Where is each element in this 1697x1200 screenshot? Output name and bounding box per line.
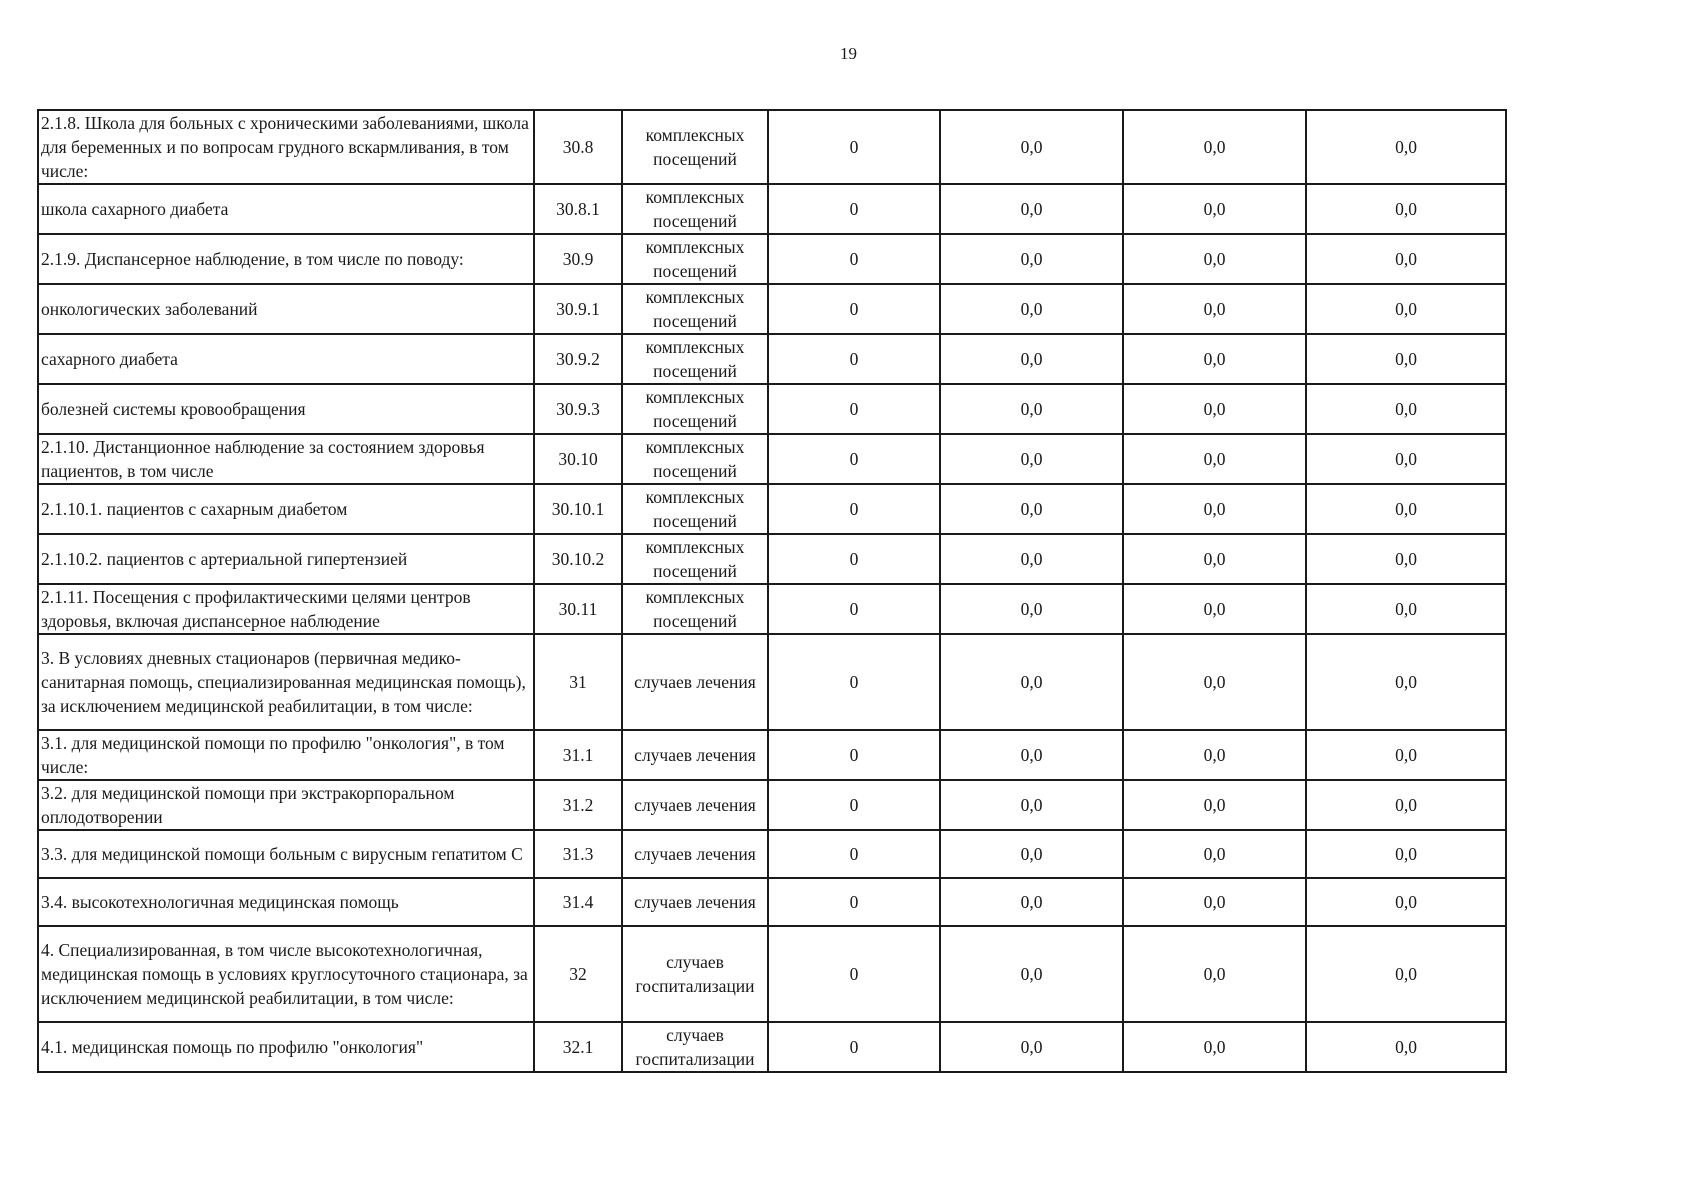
table-row — [38, 878, 1506, 926]
row-code: 30.10.2 — [534, 534, 622, 584]
row-value-4: 0,0 — [1306, 110, 1506, 184]
row-value-1: 0 — [768, 534, 940, 584]
row-value-2: 0,0 — [940, 1022, 1123, 1072]
row-value-1: 0 — [768, 730, 940, 780]
row-unit: комплексных посещений — [622, 484, 768, 534]
row-value-2: 0,0 — [940, 584, 1123, 634]
table-row — [38, 534, 1506, 584]
row-value-4: 0,0 — [1306, 1022, 1506, 1072]
row-unit: комплексных посещений — [622, 334, 768, 384]
row-value-1: 0 — [768, 234, 940, 284]
row-unit: случаев лечения — [622, 878, 768, 926]
row-unit: случаев лечения — [622, 830, 768, 878]
row-value-3: 0,0 — [1123, 534, 1306, 584]
row-unit: комплексных посещений — [622, 384, 768, 434]
row-code: 30.10 — [534, 434, 622, 484]
row-value-1: 0 — [768, 878, 940, 926]
row-value-1: 0 — [768, 484, 940, 534]
row-value-1: 0 — [768, 634, 940, 730]
row-name: онкологических заболеваний — [38, 284, 534, 334]
row-unit: случаев госпитализации — [622, 926, 768, 1022]
row-code: 30.9.2 — [534, 334, 622, 384]
row-name: 4.1. медицинская помощь по профилю "онкология" — [38, 1022, 534, 1072]
row-value-3: 0,0 — [1123, 584, 1306, 634]
row-value-2: 0,0 — [940, 534, 1123, 584]
row-value-4: 0,0 — [1306, 780, 1506, 830]
row-value-4: 0,0 — [1306, 434, 1506, 484]
row-code: 30.9.1 — [534, 284, 622, 334]
row-unit: комплексных посещений — [622, 184, 768, 234]
row-unit: случаев госпитализации — [622, 1022, 768, 1072]
row-code: 31 — [534, 634, 622, 730]
row-code: 30.8.1 — [534, 184, 622, 234]
row-value-1: 0 — [768, 434, 940, 484]
row-code: 30.9.3 — [534, 384, 622, 434]
row-value-1: 0 — [768, 780, 940, 830]
row-value-2: 0,0 — [940, 926, 1123, 1022]
row-unit: комплексных посещений — [622, 534, 768, 584]
table-row — [38, 184, 1506, 234]
row-code: 31.1 — [534, 730, 622, 780]
row-value-2: 0,0 — [940, 384, 1123, 434]
row-value-2: 0,0 — [940, 184, 1123, 234]
row-value-2: 0,0 — [940, 284, 1123, 334]
row-value-2: 0,0 — [940, 234, 1123, 284]
row-value-4: 0,0 — [1306, 384, 1506, 434]
row-unit: комплексных посещений — [622, 110, 768, 184]
row-name: 2.1.10.2. пациентов с артериальной гипертензией — [38, 534, 534, 584]
table-row — [38, 434, 1506, 484]
row-code: 31.3 — [534, 830, 622, 878]
row-value-3: 0,0 — [1123, 1022, 1306, 1072]
row-value-2: 0,0 — [940, 634, 1123, 730]
row-value-3: 0,0 — [1123, 926, 1306, 1022]
row-value-1: 0 — [768, 334, 940, 384]
table-row — [38, 780, 1506, 830]
table-row — [38, 234, 1506, 284]
row-value-1: 0 — [768, 584, 940, 634]
table-row — [38, 584, 1506, 634]
row-unit: случаев лечения — [622, 780, 768, 830]
row-unit: случаев лечения — [622, 634, 768, 730]
table-row — [38, 634, 1506, 730]
page-number: 19 — [840, 44, 857, 63]
row-name: болезней системы кровообращения — [38, 384, 534, 434]
row-value-3: 0,0 — [1123, 184, 1306, 234]
row-value-4: 0,0 — [1306, 830, 1506, 878]
table-row — [38, 926, 1506, 1022]
row-value-1: 0 — [768, 926, 940, 1022]
table-row — [38, 384, 1506, 434]
row-value-3: 0,0 — [1123, 334, 1306, 384]
row-unit: комплексных посещений — [622, 284, 768, 334]
row-value-1: 0 — [768, 384, 940, 434]
row-value-3: 0,0 — [1123, 434, 1306, 484]
row-value-2: 0,0 — [940, 110, 1123, 184]
table-row — [38, 1022, 1506, 1072]
row-value-3: 0,0 — [1123, 384, 1306, 434]
row-value-4: 0,0 — [1306, 234, 1506, 284]
row-value-4: 0,0 — [1306, 730, 1506, 780]
row-value-4: 0,0 — [1306, 634, 1506, 730]
row-value-1: 0 — [768, 284, 940, 334]
row-code: 32.1 — [534, 1022, 622, 1072]
row-name: 3.4. высокотехнологичная медицинская помощь — [38, 878, 534, 926]
row-value-4: 0,0 — [1306, 878, 1506, 926]
row-value-3: 0,0 — [1123, 634, 1306, 730]
row-name: школа сахарного диабета — [38, 184, 534, 234]
table-row — [38, 830, 1506, 878]
row-value-3: 0,0 — [1123, 780, 1306, 830]
table-row — [38, 110, 1506, 184]
row-value-2: 0,0 — [940, 830, 1123, 878]
row-value-2: 0,0 — [940, 730, 1123, 780]
row-name: сахарного диабета — [38, 334, 534, 384]
row-value-3: 0,0 — [1123, 234, 1306, 284]
row-value-1: 0 — [768, 1022, 940, 1072]
row-name: 3.2. для медицинской помощи при экстракорпоральном оплодотворении — [38, 780, 534, 830]
table-row — [38, 334, 1506, 384]
row-code: 32 — [534, 926, 622, 1022]
row-value-3: 0,0 — [1123, 284, 1306, 334]
row-code: 30.9 — [534, 234, 622, 284]
row-value-1: 0 — [768, 110, 940, 184]
row-name: 2.1.10.1. пациентов с сахарным диабетом — [38, 484, 534, 534]
row-code: 30.11 — [534, 584, 622, 634]
row-value-3: 0,0 — [1123, 730, 1306, 780]
row-value-4: 0,0 — [1306, 926, 1506, 1022]
row-name: 3. В условиях дневных стационаров (первичная медико-санитарная помощь, специализированная медицинская помощь), за исключением медицинской реабилитации, в том числе: — [38, 634, 534, 730]
table-row — [38, 484, 1506, 534]
row-name: 2.1.8. Школа для больных с хроническими заболеваниями, школа для беременных и по вопросам грудного вскармливания, в том числе: — [38, 110, 534, 184]
row-code: 31.4 — [534, 878, 622, 926]
row-name: 2.1.10. Дистанционное наблюдение за состоянием здоровья пациентов, в том числе — [38, 434, 534, 484]
row-unit: комплексных посещений — [622, 584, 768, 634]
row-unit: комплексных посещений — [622, 434, 768, 484]
row-value-4: 0,0 — [1306, 584, 1506, 634]
table-row — [38, 284, 1506, 334]
row-value-2: 0,0 — [940, 780, 1123, 830]
row-value-2: 0,0 — [940, 878, 1123, 926]
row-name: 3.1. для медицинской помощи по профилю "онкология", в том числе: — [38, 730, 534, 780]
table-row — [38, 730, 1506, 780]
row-value-2: 0,0 — [940, 484, 1123, 534]
row-value-3: 0,0 — [1123, 878, 1306, 926]
row-value-4: 0,0 — [1306, 484, 1506, 534]
row-value-2: 0,0 — [940, 334, 1123, 384]
row-value-4: 0,0 — [1306, 284, 1506, 334]
row-name: 2.1.11. Посещения с профилактическими целями центров здоровья, включая диспансерное наблюдение — [38, 584, 534, 634]
row-unit: комплексных посещений — [622, 234, 768, 284]
row-code: 30.10.1 — [534, 484, 622, 534]
row-value-3: 0,0 — [1123, 830, 1306, 878]
row-name: 3.3. для медицинской помощи больным с вирусным гепатитом С — [38, 830, 534, 878]
row-name: 2.1.9. Диспансерное наблюдение, в том числе по поводу: — [38, 234, 534, 284]
row-value-1: 0 — [768, 830, 940, 878]
report-table — [37, 109, 1507, 1073]
row-code: 31.2 — [534, 780, 622, 830]
row-value-4: 0,0 — [1306, 184, 1506, 234]
row-value-3: 0,0 — [1123, 110, 1306, 184]
row-unit: случаев лечения — [622, 730, 768, 780]
row-code: 30.8 — [534, 110, 622, 184]
row-value-4: 0,0 — [1306, 334, 1506, 384]
row-name: 4. Специализированная, в том числе высокотехнологичная, медицинская помощь в условиях круглосуточного стационара, за исключением медицинской реабилитации, в том числе: — [38, 926, 534, 1022]
row-value-4: 0,0 — [1306, 534, 1506, 584]
row-value-3: 0,0 — [1123, 484, 1306, 534]
row-value-1: 0 — [768, 184, 940, 234]
row-value-2: 0,0 — [940, 434, 1123, 484]
